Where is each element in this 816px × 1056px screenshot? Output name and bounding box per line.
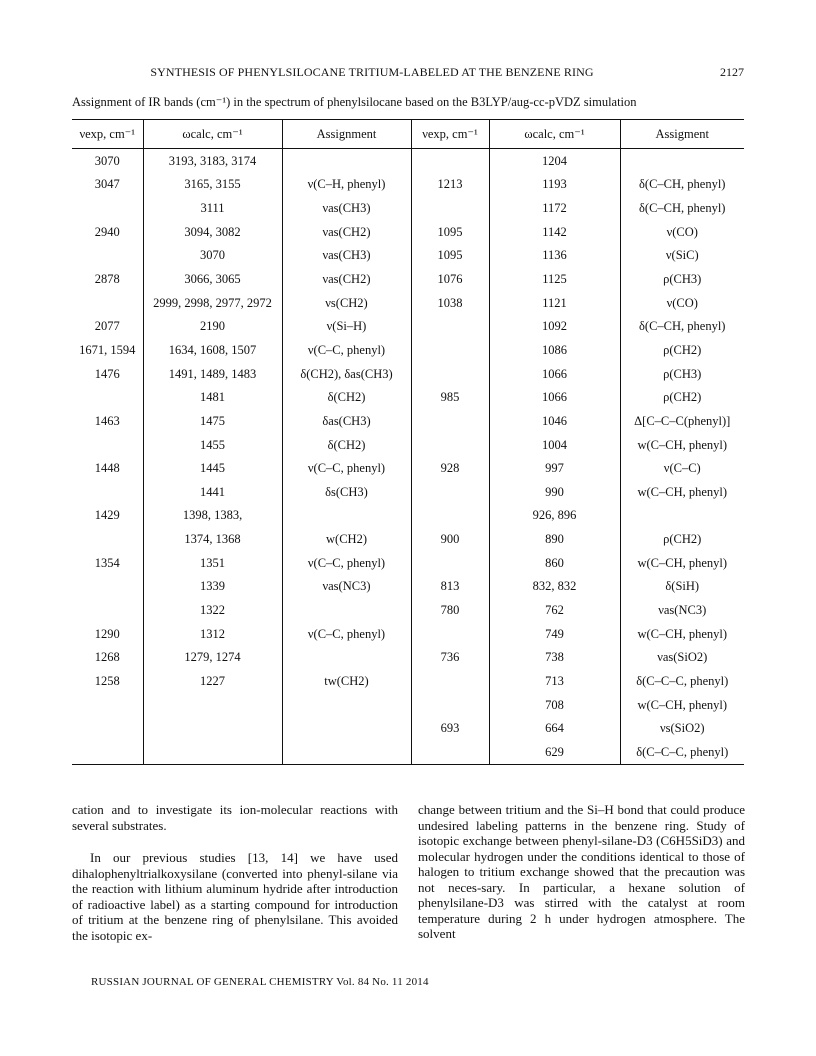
table-cell: 1213 bbox=[411, 173, 489, 197]
table-cell: 1448 bbox=[94, 461, 120, 476]
table-cell: w(C–CH, phenyl) bbox=[620, 433, 744, 457]
table-cell bbox=[411, 693, 489, 717]
table-cell: 2190 bbox=[143, 314, 282, 338]
table-cell: 3111 bbox=[143, 196, 282, 220]
table-cell bbox=[282, 149, 411, 173]
table-cell: δ(CH2) bbox=[282, 385, 411, 409]
table-cell: tw(CH2) bbox=[282, 669, 411, 693]
table-cell: 1076 bbox=[411, 267, 489, 291]
table-row bbox=[72, 338, 744, 362]
table-cell bbox=[72, 575, 143, 599]
table-row bbox=[72, 267, 744, 291]
table-cell: 1463 bbox=[94, 413, 120, 428]
table-cell: 926, 896 bbox=[489, 504, 620, 528]
table-row bbox=[72, 244, 744, 268]
table-cell bbox=[72, 716, 143, 740]
table-cell bbox=[72, 385, 143, 409]
table-row bbox=[72, 314, 744, 338]
table-cell: ν(C–C, phenyl) bbox=[282, 338, 411, 362]
table-cell: ρ(CH2) bbox=[620, 385, 744, 409]
table-cell: 1046 bbox=[489, 409, 620, 433]
table-cell: 3070 bbox=[143, 244, 282, 268]
table-cell: 1279, 1274 bbox=[143, 645, 282, 669]
table-cell: w(C–CH, phenyl) bbox=[620, 551, 744, 575]
table-cell bbox=[143, 693, 282, 717]
table-cell: 997 bbox=[489, 456, 620, 480]
table-row bbox=[72, 362, 744, 386]
table-cell: 2878 bbox=[94, 272, 120, 287]
table-row bbox=[72, 456, 744, 480]
table-cell: 890 bbox=[489, 527, 620, 551]
table-cell: w(CH2) bbox=[282, 527, 411, 551]
table-cell: 1121 bbox=[489, 291, 620, 315]
table-cell bbox=[411, 362, 489, 386]
table-cell bbox=[72, 196, 143, 220]
table-cell: Δ[C–C–C(phenyl)] bbox=[620, 409, 744, 433]
table-cell: 749 bbox=[489, 622, 620, 646]
table-row bbox=[72, 173, 744, 197]
table-cell: δ(C–C–C, phenyl) bbox=[620, 669, 744, 693]
paragraph: In our previous studies [13, 14] we have used dihalophenyltrialkoxysilane (converted into phenyl-silane via the reaction with lithium aluminum hydride after introduction of radioactive label) as a starting compound for introduction of tritium at the benzene ring of phenylsilane. This avoided the isotopic ex- bbox=[72, 850, 398, 943]
table-cell: 1204 bbox=[489, 149, 620, 173]
table-caption: Assignment of IR bands (cm⁻¹) in the spectrum of phenylsilocane based on the B3LYP/aug-cc-pVDZ simulation bbox=[72, 95, 637, 109]
table-cell: 1671, 1594 bbox=[79, 342, 136, 357]
page-number: 2127 bbox=[720, 65, 744, 79]
table-cell: ν(C–C, phenyl) bbox=[282, 456, 411, 480]
table-cell: 1004 bbox=[489, 433, 620, 457]
paragraph: change between tritium and the Si–H bond that could produce undesired labeling patterns in the benzene ring. Study of isotopic exchange between phenyl-silane-D3 (C6H5SiD3) and molecular hydrogen under the conditions identical to those of halogen to tritium exchange showed that the precaution was not neces-sary. In particular, a hexane solution of phenylsilane-D3 was stirred with the catalyst at room temperature during 2 h under hydrogen atmosphere. The solvent bbox=[418, 802, 745, 941]
table-row bbox=[72, 645, 744, 669]
table-cell bbox=[411, 314, 489, 338]
table-cell: νs(CH2) bbox=[282, 291, 411, 315]
table-cell: ρ(CH2) bbox=[620, 527, 744, 551]
table-cell: 762 bbox=[489, 598, 620, 622]
table-cell: 2077 bbox=[94, 319, 120, 334]
table-body bbox=[72, 149, 744, 765]
table-cell: 1429 bbox=[94, 508, 120, 523]
table-cell: 1491, 1489, 1483 bbox=[143, 362, 282, 386]
table-cell bbox=[620, 504, 744, 528]
table-row bbox=[72, 220, 744, 244]
table-cell: 1339 bbox=[143, 575, 282, 599]
table-cell: 713 bbox=[489, 669, 620, 693]
table-cell: 813 bbox=[411, 575, 489, 599]
table-cell: 736 bbox=[411, 645, 489, 669]
table-row bbox=[72, 669, 744, 693]
paragraph: cation and to investigate its ion-molecular reactions with several substrates. bbox=[72, 802, 398, 833]
table-cell bbox=[282, 693, 411, 717]
table-row bbox=[72, 149, 744, 173]
table-cell: ν(CO) bbox=[620, 291, 744, 315]
table-cell: δas(CH3) bbox=[282, 409, 411, 433]
table-cell: 1136 bbox=[489, 244, 620, 268]
table-cell: 1290 bbox=[94, 626, 120, 641]
table-cell: δ(C–C–C, phenyl) bbox=[620, 740, 744, 764]
table-cell: 1476 bbox=[94, 366, 120, 381]
table-cell: ν(SiC) bbox=[620, 244, 744, 268]
table-cell: 738 bbox=[489, 645, 620, 669]
table-cell bbox=[620, 149, 744, 173]
table-cell: νas(CH3) bbox=[282, 244, 411, 268]
table-cell: 3094, 3082 bbox=[143, 220, 282, 244]
table-cell: 1445 bbox=[143, 456, 282, 480]
col-header-assigment-2: Assigment bbox=[620, 120, 744, 149]
col-header-omega-calc: ωcalc, cm⁻¹ bbox=[143, 120, 282, 149]
table-cell: 2999, 2998, 2977, 2972 bbox=[143, 291, 282, 315]
table-cell: 1398, 1383, bbox=[143, 504, 282, 528]
table-cell: δ(SiH) bbox=[620, 575, 744, 599]
table-header-row bbox=[72, 120, 744, 149]
table-row bbox=[72, 385, 744, 409]
table-row bbox=[72, 575, 744, 599]
table-cell bbox=[143, 716, 282, 740]
col-header-nu-exp-2: νexp, cm⁻¹ bbox=[411, 120, 489, 149]
table-cell: 985 bbox=[411, 385, 489, 409]
table-cell bbox=[411, 433, 489, 457]
table-row bbox=[72, 433, 744, 457]
table-cell: νs(SiO2) bbox=[620, 716, 744, 740]
table-cell: 2940 bbox=[94, 224, 120, 239]
table-cell: νas(CH3) bbox=[282, 196, 411, 220]
table-row bbox=[72, 551, 744, 575]
table-row bbox=[72, 480, 744, 504]
table-cell: 1374, 1368 bbox=[143, 527, 282, 551]
table-cell: 1475 bbox=[143, 409, 282, 433]
table-cell: 1441 bbox=[143, 480, 282, 504]
table-cell: 1095 bbox=[411, 220, 489, 244]
left-text-column bbox=[72, 802, 398, 943]
table-cell: δ(CH2), δas(CH3) bbox=[282, 362, 411, 386]
table-cell: νas(CH2) bbox=[282, 267, 411, 291]
header-title: SYNTHESIS OF PHENYLSILOCANE TRITIUM-LABELED AT THE BENZENE RING bbox=[150, 65, 594, 79]
table-cell: ν(CO) bbox=[620, 220, 744, 244]
table-cell: ν(C–C, phenyl) bbox=[282, 551, 411, 575]
table-cell: 832, 832 bbox=[489, 575, 620, 599]
table-cell: νas(NC3) bbox=[282, 575, 411, 599]
table-cell: 900 bbox=[411, 527, 489, 551]
table-cell: 1268 bbox=[94, 650, 120, 665]
table-cell: 1322 bbox=[143, 598, 282, 622]
table-cell: 1634, 1608, 1507 bbox=[143, 338, 282, 362]
col-header-nu-exp: νexp, cm⁻¹ bbox=[72, 120, 143, 149]
col-header-assignment: Assignment bbox=[282, 120, 411, 149]
table-cell bbox=[282, 645, 411, 669]
table-cell: 1142 bbox=[489, 220, 620, 244]
table-cell: νas(CH2) bbox=[282, 220, 411, 244]
table-cell: δ(C–CH, phenyl) bbox=[620, 173, 744, 197]
table-cell: ρ(CH3) bbox=[620, 362, 744, 386]
table-cell: δ(C–CH, phenyl) bbox=[620, 196, 744, 220]
table-cell bbox=[282, 504, 411, 528]
table-cell: 1095 bbox=[411, 244, 489, 268]
table-cell: 1193 bbox=[489, 173, 620, 197]
table-cell: δ(CH2) bbox=[282, 433, 411, 457]
table-cell: 1455 bbox=[143, 433, 282, 457]
table-cell: νas(NC3) bbox=[620, 598, 744, 622]
table-cell: 1086 bbox=[489, 338, 620, 362]
table-row bbox=[72, 622, 744, 646]
table-cell: ν(C–C, phenyl) bbox=[282, 622, 411, 646]
table-cell: 990 bbox=[489, 480, 620, 504]
table-cell: w(C–CH, phenyl) bbox=[620, 693, 744, 717]
table-cell: δ(C–CH, phenyl) bbox=[620, 314, 744, 338]
table-row bbox=[72, 693, 744, 717]
table-cell: δs(CH3) bbox=[282, 480, 411, 504]
table-cell: 629 bbox=[489, 740, 620, 764]
table-cell: 3070 bbox=[94, 153, 120, 168]
table-cell: 3193, 3183, 3174 bbox=[143, 149, 282, 173]
table-cell bbox=[411, 622, 489, 646]
table-cell: w(C–CH, phenyl) bbox=[620, 622, 744, 646]
table-row bbox=[72, 716, 744, 740]
table-cell bbox=[282, 598, 411, 622]
table-cell: 1354 bbox=[94, 555, 120, 570]
table-cell: 1481 bbox=[143, 385, 282, 409]
table-cell bbox=[411, 480, 489, 504]
table-cell: 1092 bbox=[489, 314, 620, 338]
table-cell: 1066 bbox=[489, 362, 620, 386]
table-row bbox=[72, 598, 744, 622]
table-cell bbox=[411, 669, 489, 693]
table-cell: 1258 bbox=[94, 673, 120, 688]
table-row bbox=[72, 740, 744, 764]
table-cell bbox=[72, 433, 143, 457]
table-cell: 860 bbox=[489, 551, 620, 575]
table-cell: 1351 bbox=[143, 551, 282, 575]
table-cell bbox=[411, 196, 489, 220]
table-cell: 1125 bbox=[489, 267, 620, 291]
table-cell: 928 bbox=[411, 456, 489, 480]
table-cell: 664 bbox=[489, 716, 620, 740]
table-cell bbox=[143, 740, 282, 764]
table-cell: 3165, 3155 bbox=[143, 173, 282, 197]
table-cell: ρ(CH2) bbox=[620, 338, 744, 362]
table-cell bbox=[72, 740, 143, 764]
table-cell: 1312 bbox=[143, 622, 282, 646]
table-cell bbox=[72, 480, 143, 504]
table-cell bbox=[72, 244, 143, 268]
table-cell bbox=[411, 409, 489, 433]
table-row bbox=[72, 196, 744, 220]
table-cell bbox=[411, 740, 489, 764]
table-cell bbox=[72, 291, 143, 315]
table-cell: 780 bbox=[411, 598, 489, 622]
table-cell: ρ(CH3) bbox=[620, 267, 744, 291]
table-cell bbox=[72, 598, 143, 622]
table-cell bbox=[282, 716, 411, 740]
table-cell: 1172 bbox=[489, 196, 620, 220]
table-cell: 1038 bbox=[411, 291, 489, 315]
table-row bbox=[72, 527, 744, 551]
table-cell: ν(Si–H) bbox=[282, 314, 411, 338]
table-cell: 3066, 3065 bbox=[143, 267, 282, 291]
table-cell bbox=[72, 693, 143, 717]
table-cell bbox=[282, 740, 411, 764]
table-cell bbox=[411, 551, 489, 575]
right-text-column bbox=[418, 802, 745, 942]
table-cell: νas(SiO2) bbox=[620, 645, 744, 669]
table-cell: 3047 bbox=[94, 177, 120, 192]
table-cell bbox=[411, 338, 489, 362]
table-cell: 1066 bbox=[489, 385, 620, 409]
table-cell bbox=[411, 504, 489, 528]
table-cell: w(C–CH, phenyl) bbox=[620, 480, 744, 504]
journal-footer: RUSSIAN JOURNAL OF GENERAL CHEMISTRY Vol. 84 No. 11 2014 bbox=[91, 976, 429, 988]
table-cell: ν(C–H, phenyl) bbox=[282, 173, 411, 197]
table-row bbox=[72, 291, 744, 315]
table-row bbox=[72, 504, 744, 528]
table-row bbox=[72, 409, 744, 433]
table-cell: ν(C–C) bbox=[620, 456, 744, 480]
running-header bbox=[72, 65, 744, 81]
col-header-omega-calc-2: ωcalc, cm⁻¹ bbox=[489, 120, 620, 149]
table-cell: 1227 bbox=[143, 669, 282, 693]
table-cell bbox=[411, 149, 489, 173]
table-cell: 693 bbox=[411, 716, 489, 740]
ir-assignment-table bbox=[72, 119, 744, 765]
table-cell bbox=[72, 527, 143, 551]
table-cell: 708 bbox=[489, 693, 620, 717]
